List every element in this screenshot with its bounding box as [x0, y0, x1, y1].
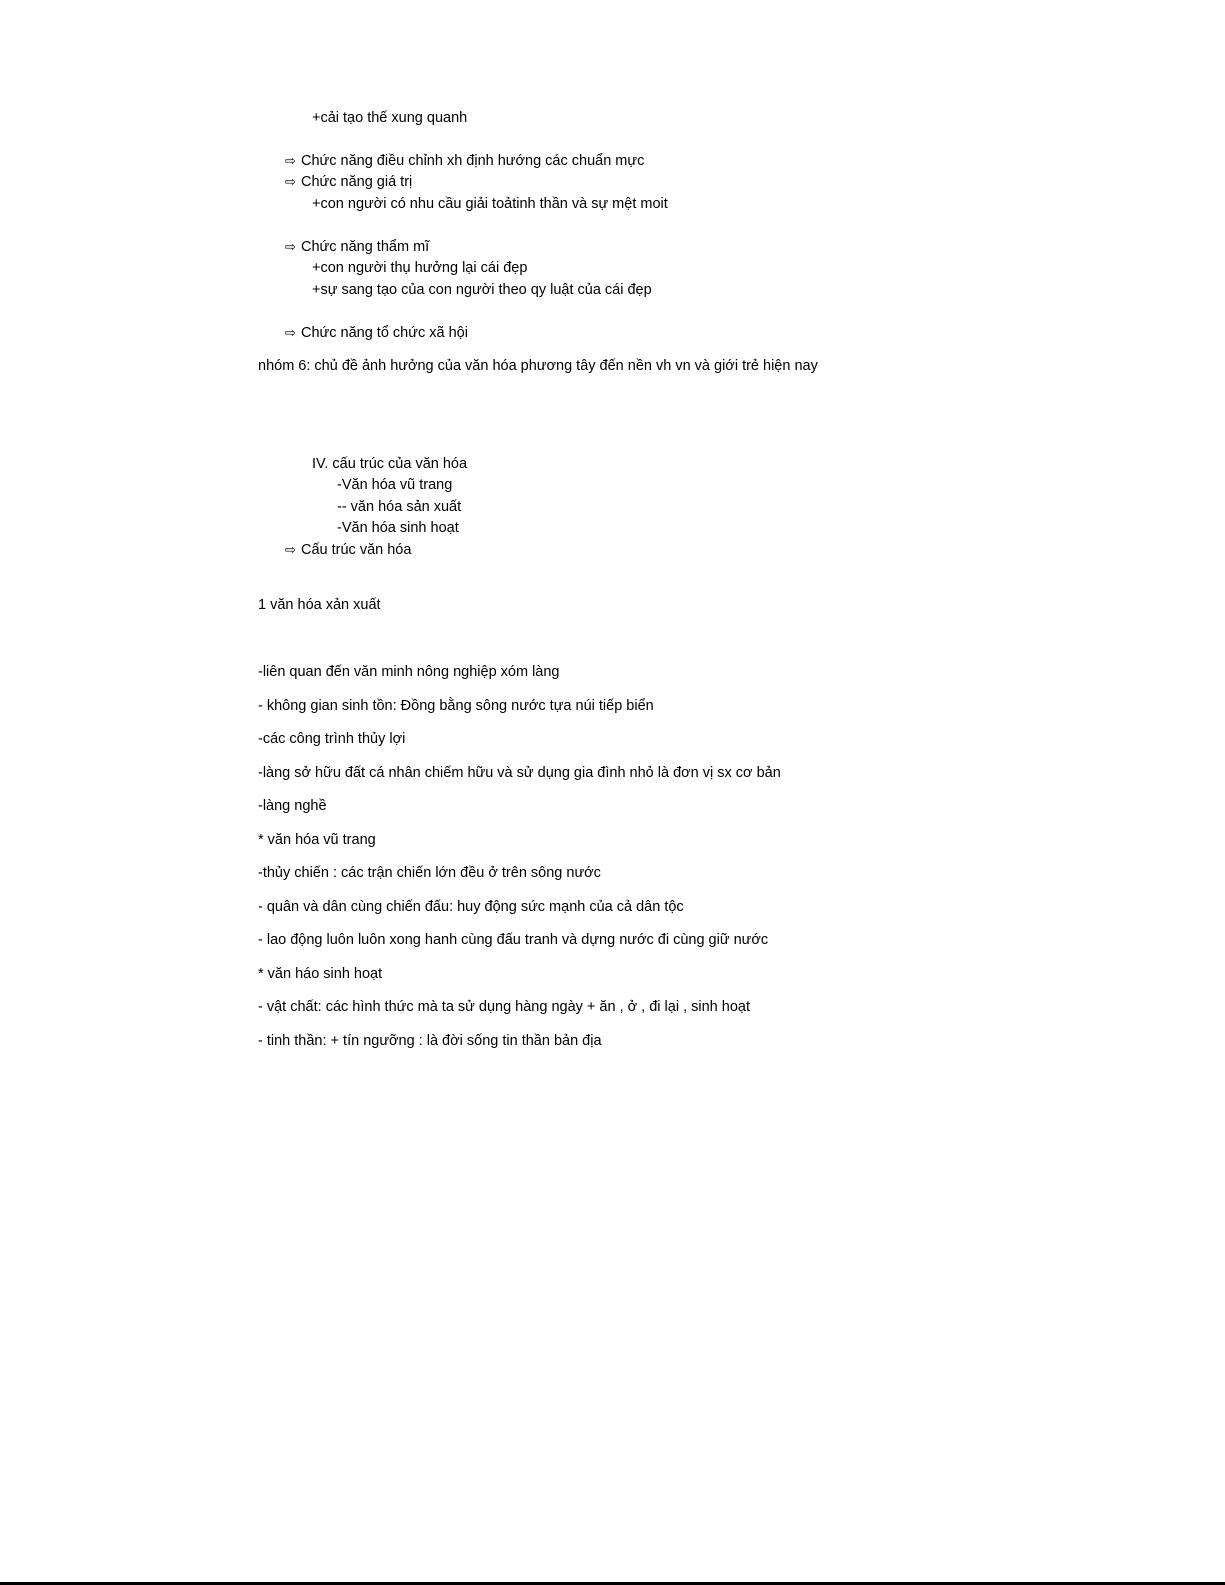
text-line: -thủy chiến : các trận chiến lớn đều ở trên sông nước [258, 865, 601, 881]
text-line: * văn hóa vũ trang [258, 832, 376, 848]
text-line: * văn háo sinh hoạt [258, 966, 383, 982]
text-line: -Văn hóa sinh hoạt [337, 520, 459, 536]
bullet-text: Chức năng giá trị [301, 174, 413, 190]
bullet-text: Chức năng thẩm mĩ [301, 239, 430, 255]
text-line: -liên quan đến văn minh nông nghiệp xóm làng [258, 664, 560, 680]
right-arrow-icon: ⇨ [285, 154, 296, 169]
bullet-line [285, 238, 429, 257]
bullet-text: Chức năng điều chỉnh xh định hướng các chuẩn mực [301, 153, 645, 169]
text-line: - tinh thần: + tín ngưỡng : là đời sống tin thần bản địa [258, 1033, 602, 1049]
text-line: nhóm 6: chủ đề ảnh hưởng của văn hóa phương tây đến nền vh vn và giới trẻ hiện nay [258, 358, 818, 374]
text-line: 1 văn hóa xản xuất [258, 597, 381, 613]
bullet-line [285, 541, 411, 560]
text-line: -làng nghề [258, 798, 327, 814]
text-line: - lao động luôn luôn xong hanh cùng đấu tranh và dựng nước đi cùng giữ nước [258, 932, 769, 948]
bullet-line [285, 152, 644, 171]
right-arrow-icon: ⇨ [285, 175, 296, 190]
text-line: +con người thụ hưởng lại cái đẹp [312, 260, 528, 276]
text-line: +sự sang tạo của con người theo qy luật của cái đẹp [312, 282, 652, 298]
bullet-line [285, 324, 468, 343]
right-arrow-icon: ⇨ [285, 240, 296, 255]
text-line: -các công trình thủy lợi [258, 731, 406, 747]
text-line: +cải tạo thế xung quanh [312, 110, 468, 126]
text-line: - quân và dân cùng chiến đấu: huy động sức mạnh của cả dân tộc [258, 899, 684, 915]
text-line: - không gian sinh tồn: Đồng bằng sông nước tựa núi tiếp biển [258, 698, 654, 714]
right-arrow-icon: ⇨ [285, 543, 296, 558]
text-line: -Văn hóa vũ trang [337, 477, 453, 493]
text-line: -- văn hóa sản xuất [337, 499, 462, 515]
bullet-text: Chức năng tổ chức xã hội [301, 325, 468, 341]
right-arrow-icon: ⇨ [285, 326, 296, 341]
text-line: +con người có nhu cầu giải toảtinh thần và sự mệt moit [312, 196, 668, 212]
text-line: -làng sở hữu đất cá nhân chiếm hữu và sử dụng gia đình nhỏ là đơn vị sx cơ bản [258, 765, 781, 781]
text-line: - vật chất: các hình thức mà ta sử dụng hàng ngày + ăn , ở , đi lại , sinh hoạt [258, 999, 750, 1015]
bullet-text: Cấu trúc văn hóa [301, 542, 412, 558]
section-heading: IV. cấu trúc của văn hóa [312, 456, 468, 472]
bullet-line [285, 173, 412, 192]
